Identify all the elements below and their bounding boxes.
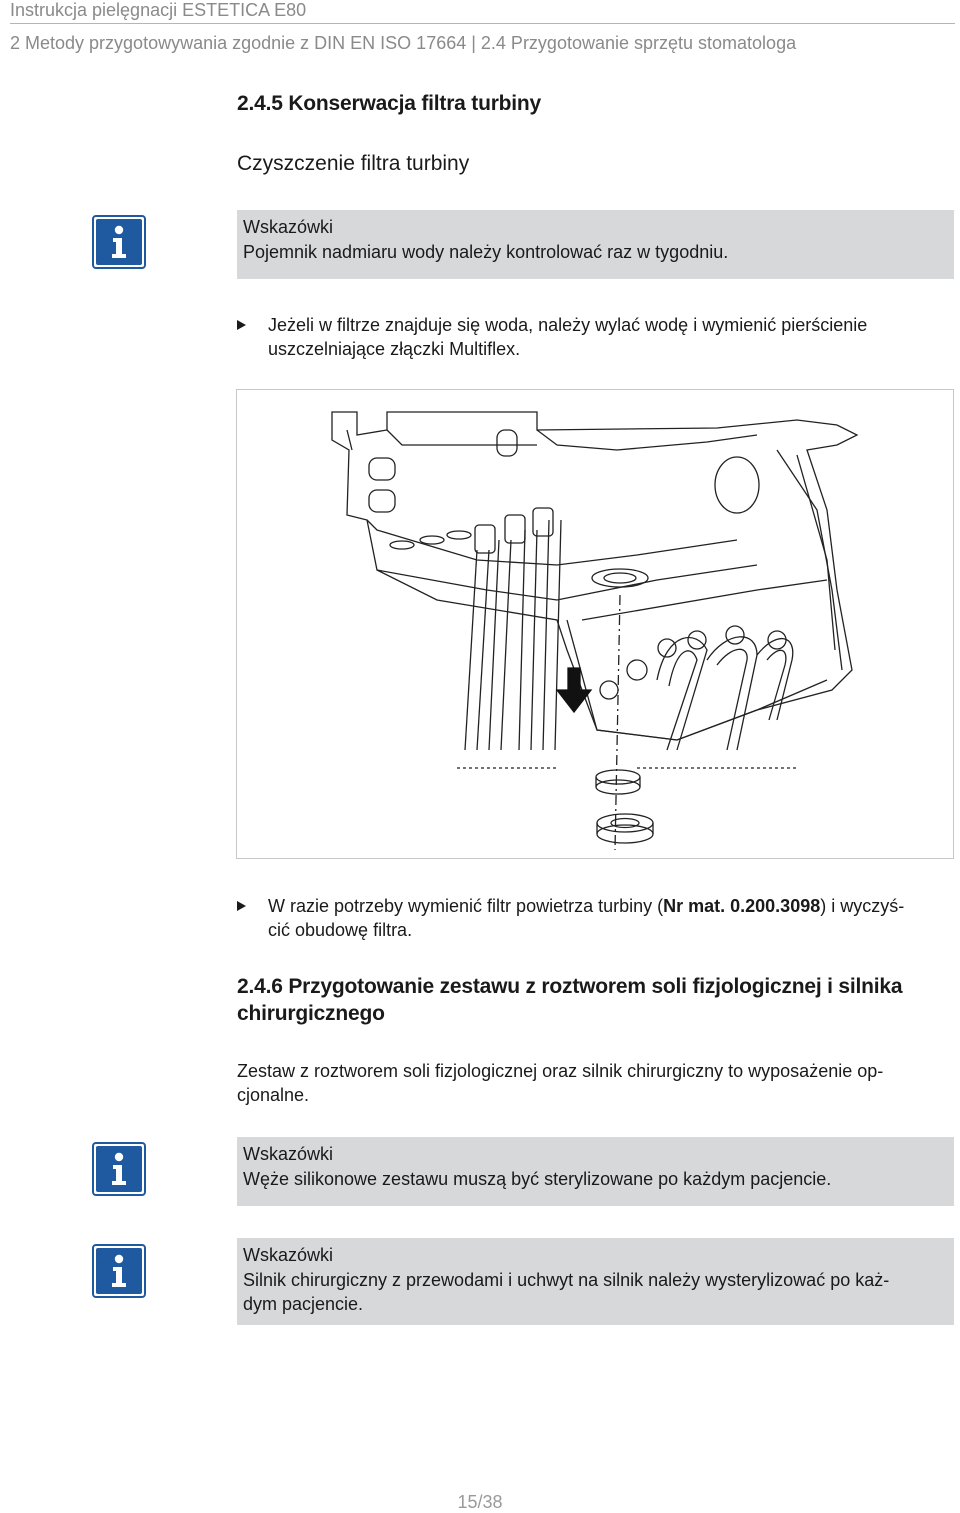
subheading-czyszczenie: Czyszczenie filtra turbiny (237, 152, 470, 175)
intro-line-1: Zestaw z roztworem soli fizjologicznej oraz silnik chirurgiczny to wyposażenie op- (237, 1061, 884, 1081)
section-heading-246 (237, 973, 902, 1027)
note-title: Wskazówki (243, 217, 334, 237)
intro-line-2: cjonalne. (237, 1085, 310, 1105)
note-title: Wskazówki (243, 1144, 334, 1164)
note-box-3 (237, 1238, 954, 1325)
page-number: 15/38 (457, 1492, 503, 1512)
step-2-text-a: W razie potrzeby wymienić filtr powietrza turbiny ( (268, 896, 664, 916)
note-body: Pojemnik nadmiaru wody należy kontrolować raz w tygodniu. (243, 242, 729, 262)
filter-illustration (236, 389, 954, 859)
info-icon (92, 215, 146, 269)
material-number: Nr mat. 0.200.3098 (663, 896, 821, 916)
step-1 (237, 313, 957, 361)
note-box-2 (237, 1137, 954, 1206)
note-body: Węże silikonowe zestawu muszą być sterylizowane po każdym pacjencie. (243, 1169, 832, 1189)
step-2 (237, 894, 957, 942)
note-box-1 (237, 210, 954, 279)
step-2-line-1 (268, 894, 957, 918)
info-icon (92, 1142, 146, 1196)
down-arrow-icon (557, 668, 591, 712)
note-title: Wskazówki (243, 1245, 334, 1265)
header-divider (10, 23, 955, 24)
note-body-line-1: Silnik chirurgiczny z przewodami i uchwyt na silnik należy wysterylizować po każ- (243, 1270, 890, 1290)
step-1-line-2: uszczelniające złączki Multiflex. (268, 339, 521, 359)
document-title: Instrukcja pielęgnacji ESTETICA E80 (10, 0, 307, 20)
info-icon (92, 1244, 146, 1298)
breadcrumb: 2 Metody przygotowywania zgodnie z DIN EN ISO 17664 | 2.4 Przygotowanie sprzętu stomatologa (10, 33, 797, 53)
note-body-line-2: dym pacjencie. (243, 1294, 364, 1314)
triangle-bullet-icon (237, 901, 246, 911)
section-heading-245: 2.4.5 Konserwacja filtra turbiny (237, 92, 542, 115)
section-heading-246-line-1: 2.4.6 Przygotowanie zestawu z roztworem soli fizjologicznej i silnika (237, 975, 903, 998)
intro-paragraph (237, 1059, 954, 1107)
step-2-line-2: cić obudowę filtra. (268, 920, 413, 940)
triangle-bullet-icon (237, 320, 246, 330)
step-2-text-b: ) i wyczyś- (820, 896, 905, 916)
step-1-line-1: Jeżeli w filtrze znajduje się woda, należy wylać wodę i wymienić pierścienie (268, 315, 868, 335)
section-heading-246-line-2: chirurgicznego (237, 1002, 385, 1025)
